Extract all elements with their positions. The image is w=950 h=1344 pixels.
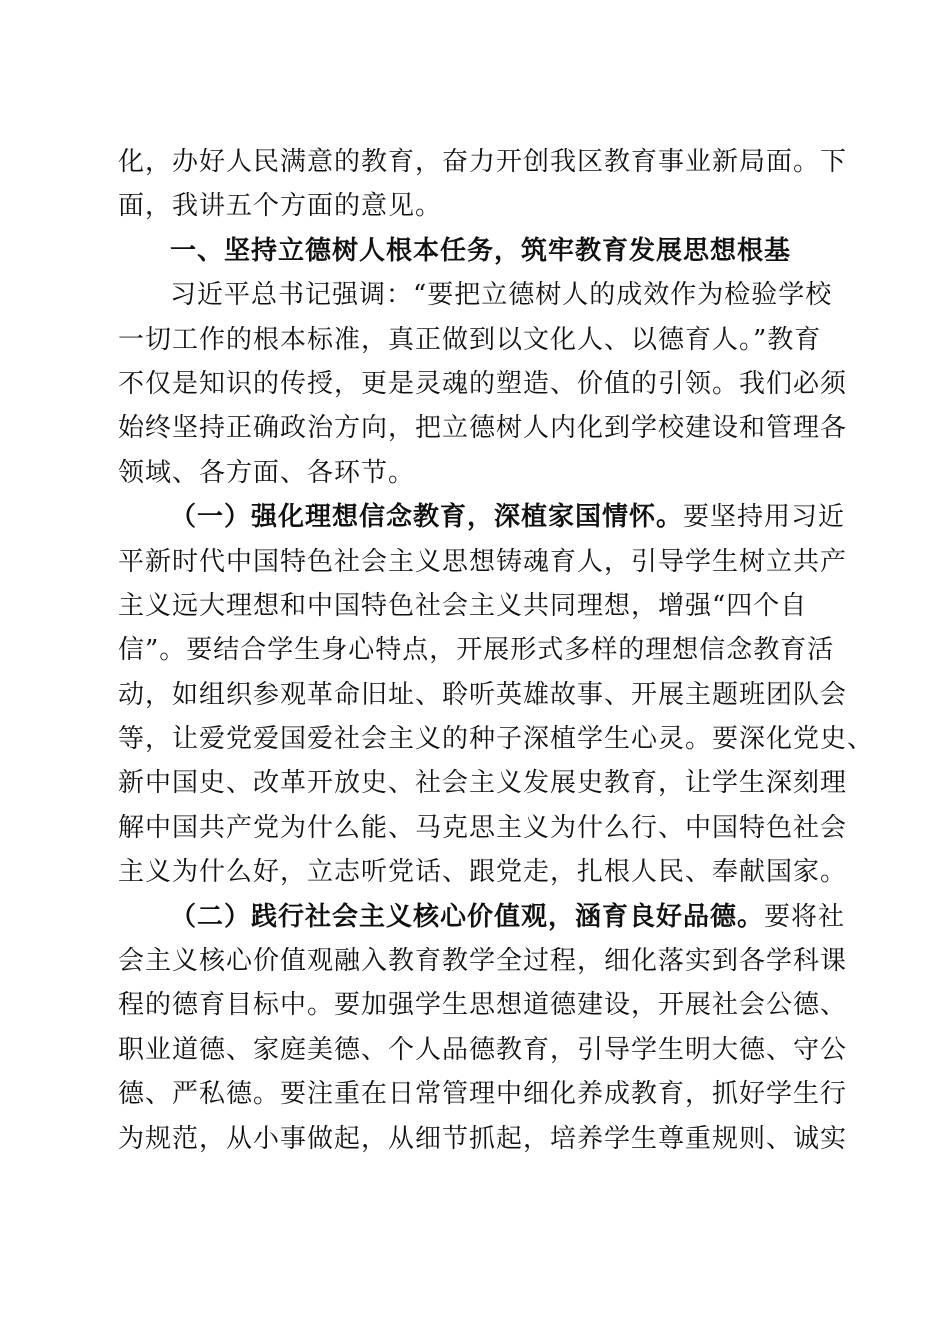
subsection-2-line-3: 程的德育目标中。要加强学生思想道德建设，开展社会公德、 [118,990,848,1021]
section-heading-1: 一、坚持立德树人根本任务，筑牢教育发展思想根基 [170,235,792,266]
subsection-2-title: （二）践行社会主义核心价值观，涵育良好品德。 [170,901,765,932]
subsection-1-line-7: 新中国史、改革开放史、社会主义发展史教育，让学生深刻理 [118,768,848,799]
subsection-2-line-2: 会主义核心价值观融入教育教学全过程，细化落实到各学科课 [118,946,848,977]
subsection-1-line-9: 主义为什么好，立志听党话、跟党走，扎根人民、奉献国家。 [118,857,848,888]
subsection-1-line-4: 信”。要结合学生身心特点，开展形式多样的理想信念教育活 [118,635,835,666]
subsection-2-line-4: 职业道德、家庭美德、个人品德教育，引导学生明大德、守公 [118,1034,848,1065]
subsection-2-first-line-text: 要将社 [764,901,846,932]
section-1-line-5: 领域、各方面、各环节。 [118,457,416,488]
subsection-1-first-line [118,495,846,539]
subsection-1-first-line-text: 要坚持用习近 [683,502,846,533]
subsection-1-title: （一）强化理想信念教育，深植家国情怀。 [170,502,684,533]
subsection-2-first-line [118,895,846,939]
subsection-1-line-5: 动，如组织参观革命旧址、聆听英雄故事、开展主题班团队会 [118,679,848,710]
subsection-2-line-6: 为规范，从小事做起，从细节抓起，培养学生尊重规则、诚实 [118,1123,848,1154]
section-1-line-4: 始终坚持正确政治方向，把立德树人内化到学校建设和管理各 [118,413,848,444]
subsection-1-line-6: 等，让爱党爱国爱社会主义的种子深植学生心灵。要深化党史、 [118,724,875,755]
section-1-line-2: 一切工作的根本标准，真正做到以文化人、以德育人。”教育 [118,324,822,355]
subsection-1-line-3: 主义远大理想和中国特色社会主义共同理想，增强“四个自 [118,590,808,621]
intro-line-1: 化，办好人民满意的教育，奋力开创我区教育事业新局面。下 [118,147,848,177]
section-1-line-1: 习近平总书记强调：“要把立德树人的成效作为检验学校 [170,280,833,311]
subsection-2-line-5: 德、严私德。要注重在日常管理中细化养成教育，抓好学生行 [118,1079,848,1110]
document-body [118,140,875,1161]
subsection-1-line-8: 解中国共产党为什么能、马克思主义为什么行、中国特色社会 [118,812,848,843]
subsection-1-line-2: 平新时代中国特色社会主义思想铸魂育人，引导学生树立共产 [118,546,848,577]
section-1-line-3: 不仅是知识的传授，更是灵魂的塑造、价值的引领。我们必须 [118,368,848,399]
intro-line-2: 面，我讲五个方面的意见。 [118,191,443,222]
